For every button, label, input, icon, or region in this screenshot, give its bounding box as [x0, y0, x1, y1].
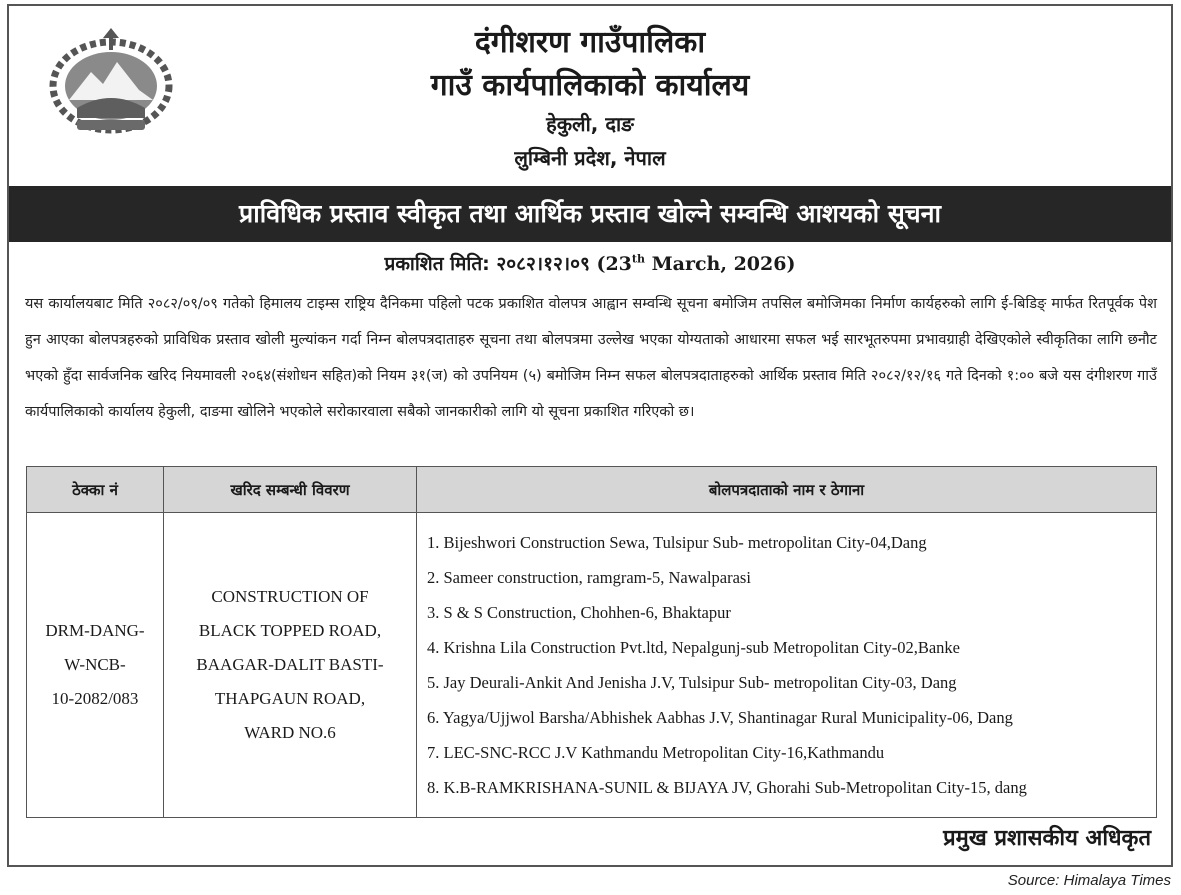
office-name: गाउँ कार्यपालिकाको कार्यालय	[430, 68, 750, 103]
published-date	[9, 250, 1171, 276]
description-line: BLACK TOPPED ROAD,	[198, 621, 382, 640]
list-item: 6. Yagya/Ujjwol Barsha/Abhishek Aabhas J.V, Shantinagar Rural Municipality-06, Dang	[427, 708, 1013, 727]
source-credit: Source: Himalaya Times	[1007, 872, 1171, 889]
description-line: CONSTRUCTION OF	[211, 587, 369, 606]
bidders-cell	[417, 513, 1157, 818]
description-line: THAPGAUN ROAD,	[214, 689, 366, 708]
table-header-row	[27, 467, 1157, 513]
published-date-english: (23th March, 2026)	[596, 252, 796, 275]
notice-frame	[7, 4, 1173, 867]
published-date-nepali: प्रकाशित मिति: २०८२।१२।०९	[384, 253, 590, 275]
description-line: BAAGAR-DALIT BASTI-	[196, 655, 384, 674]
list-item: 8. K.B-RAMKRISHANA-SUNIL & BIJAYA JV, Ghorahi Sub-Metropolitan City-15, dang	[427, 778, 1027, 797]
contract-number-line: W-NCB-	[64, 655, 126, 674]
header-contract-no: ठेक्का नं	[27, 467, 164, 513]
notice-header	[9, 6, 1171, 184]
description-cell	[164, 513, 417, 818]
list-item: 5. Jay Deurali-Ankit And Jenisha J.V, Tulsipur Sub- metropolitan City-03, Dang	[427, 673, 957, 692]
municipality-name: दंगीशरण गाउँपालिका	[474, 25, 706, 60]
bidders-table	[26, 466, 1157, 818]
list-item: 7. LEC-SNC-RCC J.V Kathmandu Metropolitan City-16,Kathmandu	[427, 743, 885, 762]
contract-number-cell	[27, 513, 164, 818]
list-item: 3. S & S Construction, Chohhen-6, Bhaktapur	[427, 603, 731, 622]
list-item: 4. Krishna Lila Construction Pvt.ltd, Nepalgunj-sub Metropolitan City-02,Banke	[427, 638, 960, 657]
notice-title-banner: प्राविधिक प्रस्ताव स्वीकृत तथा आर्थिक प्रस्ताव खोल्ने सम्वन्धि आशयको सूचना	[9, 186, 1171, 242]
contract-number-line: 10-2082/083	[51, 689, 139, 708]
header-description: खरिद सम्बन्धी विवरण	[164, 467, 417, 513]
province-country: लुम्बिनी प्रदेश, नेपाल	[514, 146, 666, 170]
list-item: 1. Bijeshwori Construction Sewa, Tulsipur Sub- metropolitan City-04,Dang	[427, 533, 927, 552]
header-bidder-name-address: बोलपत्रदाताको नाम र ठेगाना	[417, 467, 1157, 513]
contract-number-line: DRM-DANG-	[45, 621, 145, 640]
notice-paragraph: यस कार्यालयबाट मिति २०८२/०९/०९ गतेको हिमालय टाइम्स राष्ट्रिय दैनिकमा पहिलो पटक प्रकाशित वोलपत्र आह्वान सम्वन्धि सूचना बमोजिम तपसिल बमोजिमका निर्माण कार्यहरुको लागि ई-बिडिङ् मार्फत रितपूर्वक पेश हुन आएका बोलपत्रहरुको प्राविधिक प्रस्ताव खोली मुल्यांकन गर्दा निम्न बोलपत्रदाताहरु सूचना तथा बोलपत्रमा उल्लेख भएका योग्यताको आधारमा सफल भई सारभूतरुपमा प्रभावग्राही देखिएकोले स्वीकृतिका लागि छनौट भएको हुँदा सार्वजनिक खरिद नियमावली २०६४(संशोधन सहित)को नियम ३१(ज) को उपनियम (५) बमोजिम निम्न सफल बोलपत्रदाताहरुको आर्थिक प्रस्ताव मिति २०८२/१२/१६ गते दिनको १:०० बजे यस दंगीशरण गाउँ कार्यपालिकाको कार्यालय हेकुली, दाङमा खोलिने भएकोले सरोकारवाला सबैको जानकारीको लागि यो सूचना प्रकाशित गरिएको छ।	[25, 296, 1157, 420]
list-item: 2. Sameer construction, ramgram-5, Nawalparasi	[427, 568, 751, 587]
signatory-title: प्रमुख प्रशासकीय अधिकृत	[943, 826, 1151, 851]
office-location: हेकुली, दाङ	[546, 112, 634, 136]
table-row	[27, 513, 1157, 818]
description-line: WARD NO.6	[244, 723, 336, 742]
